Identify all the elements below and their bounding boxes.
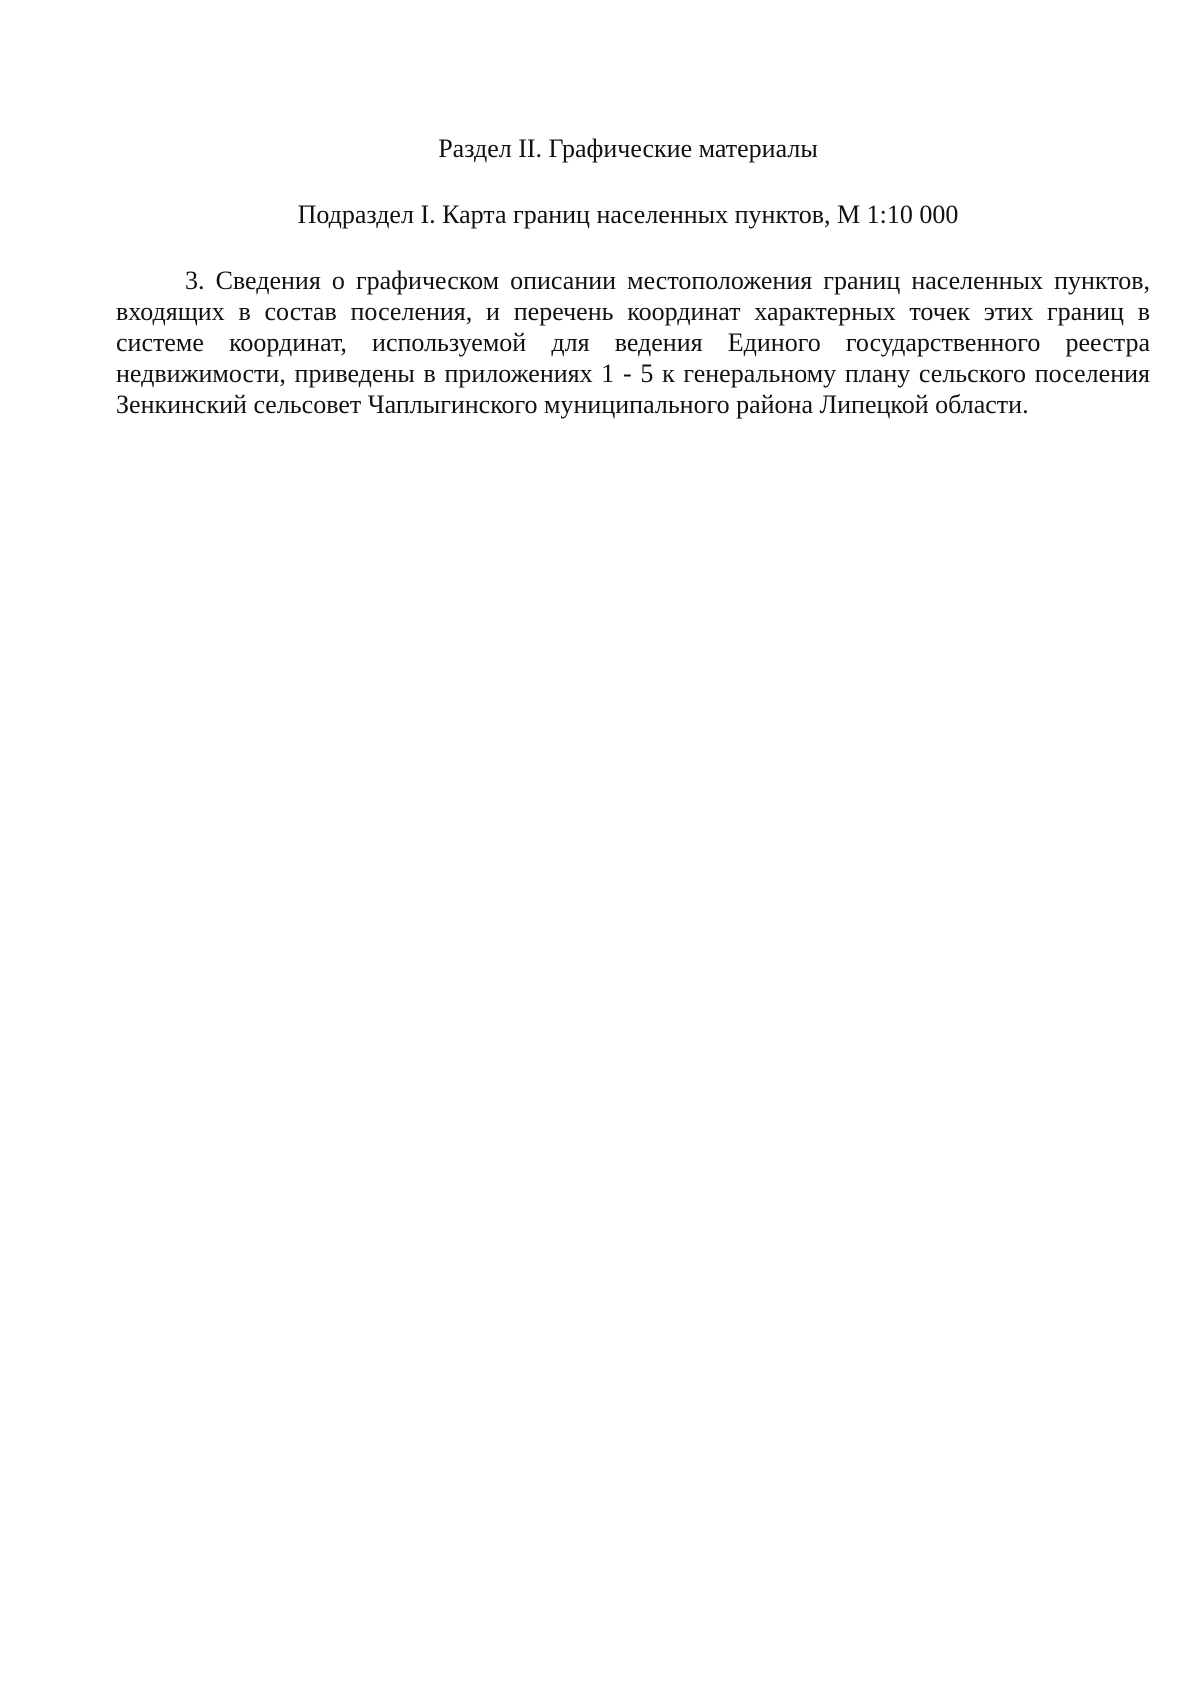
body-paragraph: 3. Сведения о графическом описании местоположения границ населенных пунктов, входящих в состав поселения, и перечень координат характерных точек этих границ в системе координат, используемой для ведения Единого государственного реестра недвижимости, приведены в приложениях 1 - 5 к генеральному плану сельского поселения Зенкинский сельсовет Чаплыгинского муниципального района Липецкой области. bbox=[116, 266, 1150, 419]
subsection-title: Подраздел I. Карта границ населенных пунктов, М 1:10 000 bbox=[297, 200, 959, 229]
section-title: Раздел II. Графические материалы bbox=[438, 134, 818, 163]
